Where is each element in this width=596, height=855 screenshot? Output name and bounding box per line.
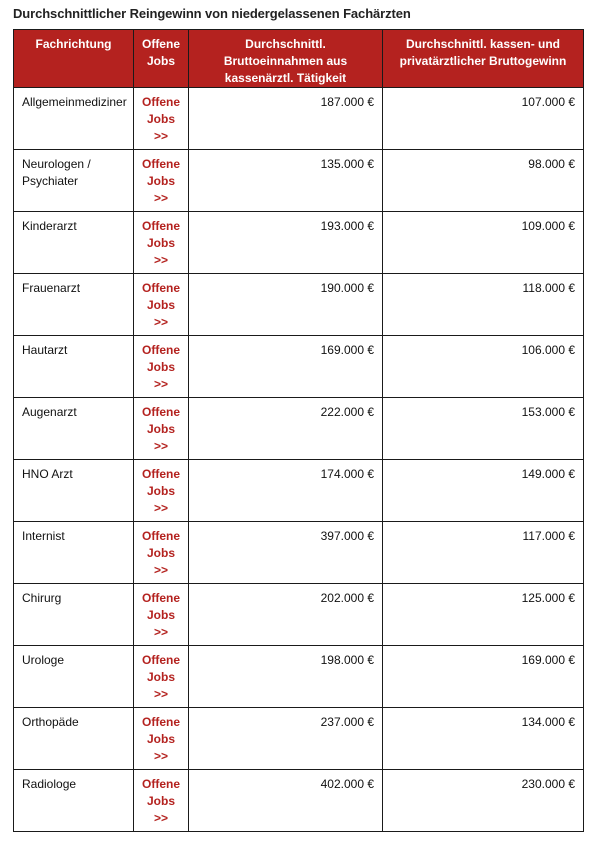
table-row [14,770,584,832]
open-jobs-link-line1: Offene [142,157,181,171]
open-jobs-link-line2: Jobs [147,546,176,560]
table-row [14,150,584,212]
gross-income-cell: 174.000 € [189,460,383,522]
gross-profit-cell: 230.000 € [383,770,584,832]
table-row [14,460,584,522]
gross-income-cell: 135.000 € [189,150,383,212]
open-jobs-link-line2: Jobs [147,484,176,498]
open-jobs-link-line2: Jobs [147,298,176,312]
jobs-cell [134,212,189,274]
open-jobs-link-line3: >> [154,315,169,329]
table-row [14,584,584,646]
open-jobs-link-line1: Offene [142,343,181,357]
open-jobs-link[interactable] [142,280,180,331]
gross-income-cell: 198.000 € [189,646,383,708]
open-jobs-link-line2: Jobs [147,422,176,436]
open-jobs-link[interactable] [142,342,180,393]
open-jobs-link-line1: Offene [142,405,181,419]
gross-profit-cell: 134.000 € [383,708,584,770]
jobs-cell [134,460,189,522]
gross-income-cell: 202.000 € [189,584,383,646]
open-jobs-link-line1: Offene [142,219,181,233]
gross-income-cell: 193.000 € [189,212,383,274]
specialty-cell: Urologe [14,646,134,708]
gross-profit-cell: 149.000 € [383,460,584,522]
open-jobs-link[interactable] [142,94,180,145]
table-row [14,398,584,460]
gross-profit-cell: 117.000 € [383,522,584,584]
open-jobs-link-line2: Jobs [147,608,176,622]
table-body [14,88,584,832]
specialty-cell: Neurologen / Psychiater [14,150,134,212]
open-jobs-link[interactable] [142,528,180,579]
table-row [14,646,584,708]
jobs-cell [134,398,189,460]
open-jobs-link-line3: >> [154,501,169,515]
open-jobs-link-line1: Offene [142,591,181,605]
gross-income-cell: 169.000 € [189,336,383,398]
gross-profit-cell: 153.000 € [383,398,584,460]
jobs-cell [134,646,189,708]
open-jobs-link-line2: Jobs [147,732,176,746]
jobs-cell [134,274,189,336]
jobs-cell [134,708,189,770]
gross-income-cell: 190.000 € [189,274,383,336]
gross-profit-cell: 98.000 € [383,150,584,212]
gross-profit-cell: 106.000 € [383,336,584,398]
gross-income-cell: 397.000 € [189,522,383,584]
table-row [14,336,584,398]
specialty-cell: Frauenarzt [14,274,134,336]
open-jobs-link-line3: >> [154,749,169,763]
table-header [14,30,584,88]
jobs-cell [134,336,189,398]
table-row [14,212,584,274]
open-jobs-link-line1: Offene [142,467,181,481]
jobs-cell [134,584,189,646]
open-jobs-link-line1: Offene [142,529,181,543]
open-jobs-link-line3: >> [154,191,169,205]
open-jobs-link-line3: >> [154,129,169,143]
specialty-cell: Hautarzt [14,336,134,398]
table-row [14,274,584,336]
specialty-cell: Allgemeinmediziner [14,88,134,150]
open-jobs-link-line1: Offene [142,715,181,729]
specialty-cell: Internist [14,522,134,584]
gross-income-cell: 222.000 € [189,398,383,460]
specialty-cell: Chirurg [14,584,134,646]
header-jobs: Offene Jobs [134,30,189,88]
open-jobs-link-line3: >> [154,687,169,701]
open-jobs-link-line1: Offene [142,281,181,295]
specialty-cell: Radiologe [14,770,134,832]
open-jobs-link-line2: Jobs [147,360,176,374]
gross-profit-cell: 125.000 € [383,584,584,646]
open-jobs-link-line3: >> [154,377,169,391]
table-row [14,708,584,770]
open-jobs-link[interactable] [142,714,180,765]
open-jobs-link-line2: Jobs [147,670,176,684]
open-jobs-link[interactable] [142,776,180,827]
header-specialty: Fachrichtung [14,30,134,88]
open-jobs-link-line1: Offene [142,653,181,667]
header-gross-income: Durchschnittl. Bruttoeinnahmen aus kassenärztl. Tätigkeit [189,30,383,88]
specialty-cell: Augenarzt [14,398,134,460]
open-jobs-link-line3: >> [154,625,169,639]
gross-profit-cell: 107.000 € [383,88,584,150]
specialty-cell: Kinderarzt [14,212,134,274]
gross-income-cell: 187.000 € [189,88,383,150]
jobs-cell [134,150,189,212]
gross-profit-cell: 169.000 € [383,646,584,708]
open-jobs-link-line3: >> [154,439,169,453]
open-jobs-link[interactable] [142,590,180,641]
gross-profit-cell: 118.000 € [383,274,584,336]
table-row [14,88,584,150]
gross-profit-cell: 109.000 € [383,212,584,274]
open-jobs-link-line1: Offene [142,95,181,109]
open-jobs-link-line2: Jobs [147,794,176,808]
jobs-cell [134,88,189,150]
open-jobs-link-line3: >> [154,253,169,267]
open-jobs-link-line2: Jobs [147,174,176,188]
open-jobs-link[interactable] [142,218,180,269]
table-row [14,522,584,584]
open-jobs-link-line2: Jobs [147,236,176,250]
open-jobs-link[interactable] [142,156,180,207]
specialty-cell: HNO Arzt [14,460,134,522]
open-jobs-link-line2: Jobs [147,112,176,126]
income-table [13,29,584,832]
header-gross-profit: Durchschnittl. kassen- und privatärztlicher Bruttogewinn [383,30,584,88]
open-jobs-link[interactable] [142,652,180,703]
gross-income-cell: 237.000 € [189,708,383,770]
open-jobs-link-line3: >> [154,811,169,825]
open-jobs-link-line1: Offene [142,777,181,791]
jobs-cell [134,522,189,584]
open-jobs-link[interactable] [142,404,180,455]
gross-income-cell: 402.000 € [189,770,383,832]
page-title: Durchschnittlicher Reingewinn von niedergelassenen Fachärzten [13,6,411,21]
specialty-cell: Orthopäde [14,708,134,770]
open-jobs-link[interactable] [142,466,180,517]
open-jobs-link-line3: >> [154,563,169,577]
header-row [14,30,584,88]
jobs-cell [134,770,189,832]
